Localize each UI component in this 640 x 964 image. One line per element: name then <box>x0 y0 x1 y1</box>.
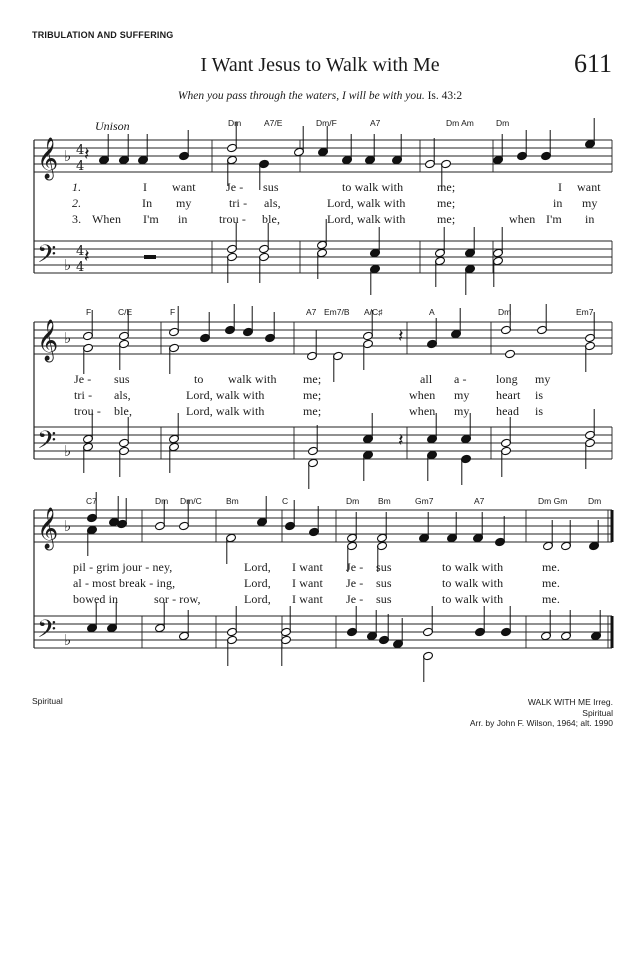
chord-symbol: Dm/F <box>316 118 337 128</box>
time-signature-icon: 4 <box>76 159 85 174</box>
lyric-syllable: trou - <box>219 212 246 226</box>
treble-clef-icon: 𝄞 <box>37 320 59 361</box>
lyric-syllable: sor - row, <box>154 592 201 606</box>
lyric-syllable: in <box>178 212 188 226</box>
arranger-credit: Arr. by John F. Wilson, 1964; alt. 1990 <box>469 718 613 728</box>
lyric-syllable: my <box>535 372 551 386</box>
epigraph-text: When you pass through the waters, I will be with you. <box>177 90 425 102</box>
chord-symbol: Dm/C <box>180 496 202 506</box>
lyric-syllable: al - most break - ing, <box>73 576 176 590</box>
lyric-syllable: I want <box>292 592 323 606</box>
lyric-syllable: to walk with <box>442 560 504 574</box>
lyric-syllable: is <box>535 388 544 402</box>
chord-symbol: A/C♯ <box>364 307 383 317</box>
quarter-rest-icon: 𝄽 <box>84 246 90 267</box>
lyric-syllable: Lord, <box>244 560 271 574</box>
lyric-syllable: in <box>553 196 563 210</box>
chord-symbol: Dm <box>155 496 169 506</box>
verse-number: 3. <box>72 212 82 226</box>
chord-symbol: Dm Gm <box>538 496 568 506</box>
lyric-syllable: ble, <box>114 404 133 418</box>
footer-origin: Spiritual <box>32 696 63 706</box>
chord-symbol: A7 <box>474 496 485 506</box>
lyric-syllable: to <box>194 372 204 386</box>
half-rest-icon <box>144 255 156 259</box>
lyric-syllable: me; <box>437 180 456 194</box>
lyric-syllable: my <box>454 404 470 418</box>
chord-symbol: Dm <box>498 307 512 317</box>
chord-symbol: A <box>429 307 435 317</box>
lyric-syllable: sus <box>376 560 392 574</box>
lyric-syllable: I want <box>292 576 323 590</box>
lyric-syllable: When <box>92 212 122 226</box>
time-signature-icon: 4 <box>76 244 85 259</box>
lyric-syllable: bowed in <box>73 592 119 606</box>
lyric-syllable: Lord, walk with <box>327 212 406 226</box>
hymn-number: 611 <box>573 49 612 78</box>
flat-sign-icon: ♭ <box>64 147 72 165</box>
chord-symbol: Dm <box>588 496 602 506</box>
chord-symbol: Em7 <box>576 307 594 317</box>
lyric-syllable: als, <box>264 196 281 210</box>
chord-symbol: Bm <box>226 496 239 506</box>
lyric-syllable: when <box>409 404 436 418</box>
lyric-syllable: when <box>509 212 536 226</box>
lyric-syllable: is <box>535 404 544 418</box>
performance-direction: Unison <box>95 119 130 133</box>
lyric-syllable: sus <box>263 180 279 194</box>
chord-symbol: C7 <box>86 496 97 506</box>
lyric-syllable: Je - <box>346 576 364 590</box>
lyric-syllable: to walk with <box>442 576 504 590</box>
footer-credits <box>470 697 613 729</box>
lyric-syllable: Lord, walk with <box>186 388 265 402</box>
lyric-syllable: in <box>585 212 595 226</box>
chord-symbol: F <box>86 307 92 317</box>
chord-symbol: Bm <box>378 496 391 506</box>
flat-sign-icon: ♭ <box>64 329 72 347</box>
lyric-syllable: Je - <box>346 560 364 574</box>
quarter-rest-icon: 𝄽 <box>398 326 404 347</box>
lyric-syllable: heart <box>496 388 521 402</box>
treble-clef-icon: 𝄞 <box>37 508 59 549</box>
lyric-syllable: want <box>577 180 601 194</box>
lyric-syllable: sus <box>114 372 130 386</box>
bass-clef-icon: 𝄢 <box>37 615 57 650</box>
verse-number: 1. <box>72 180 82 194</box>
epigraph-reference: Is. 43:2 <box>427 90 463 102</box>
lyric-syllable: Lord, walk with <box>327 196 406 210</box>
lyric-syllable: my <box>454 388 470 402</box>
tune-name: WALK WITH ME <box>527 697 591 707</box>
bass-clef-icon: 𝄢 <box>37 240 57 275</box>
lyric-syllable: my <box>176 196 192 210</box>
lyric-syllable: to walk with <box>442 592 504 606</box>
lyric-syllable: me; <box>303 372 322 386</box>
lyric-syllable: Je - <box>74 372 92 386</box>
quarter-rest-icon: 𝄽 <box>84 144 90 165</box>
lyric-syllable: tri - <box>229 196 248 210</box>
lyric-syllable: Lord, <box>244 576 271 590</box>
lyric-syllable: me. <box>542 592 560 606</box>
lyric-syllable: Je - <box>346 592 364 606</box>
lyric-syllable: I'm <box>143 212 159 226</box>
verse-number: 2. <box>72 196 82 210</box>
lyric-syllable: sus <box>376 576 392 590</box>
lyric-syllable: I'm <box>546 212 562 226</box>
lyric-syllable: all <box>420 372 433 386</box>
tune-meter: Irreg. <box>593 697 613 707</box>
chord-symbol: Dm <box>346 496 360 506</box>
chord-symbol: Gm7 <box>415 496 434 506</box>
lyric-syllable: ble, <box>262 212 281 226</box>
lyric-syllable: Lord, <box>244 592 271 606</box>
lyric-syllable: I <box>558 180 563 194</box>
tune-source: Spiritual <box>582 707 613 718</box>
lyric-syllable: to walk with <box>342 180 404 194</box>
chord-symbol: C/E <box>118 307 133 317</box>
lyric-syllable: head <box>496 404 520 418</box>
bass-clef-icon: 𝄢 <box>37 426 57 461</box>
chord-symbol: Dm Am <box>446 118 474 128</box>
lyric-syllable: me. <box>542 560 560 574</box>
quarter-rest-icon: 𝄽 <box>398 430 404 451</box>
lyric-syllable: trou - <box>74 404 101 418</box>
treble-clef-icon: 𝄞 <box>37 138 59 179</box>
lyric-syllable: Lord, walk with <box>186 404 265 418</box>
lyric-syllable: my <box>582 196 598 210</box>
notehead <box>505 349 516 359</box>
lyric-syllable: pil - grim jour - ney, <box>73 560 173 574</box>
lyric-syllable: when <box>409 388 436 402</box>
chord-symbol: A7/E <box>264 118 283 128</box>
flat-sign-icon: ♭ <box>64 517 72 535</box>
lyric-syllable: me; <box>437 212 456 226</box>
chord-symbol: Dm <box>228 118 242 128</box>
lyric-syllable: me; <box>303 404 322 418</box>
lyric-syllable: me; <box>303 388 322 402</box>
flat-sign-icon: ♭ <box>64 442 72 460</box>
time-signature-icon: 4 <box>76 260 85 275</box>
lyric-syllable: I <box>143 180 148 194</box>
lyric-syllable: In <box>142 196 153 210</box>
flat-sign-icon: ♭ <box>64 631 72 649</box>
lyric-syllable: sus <box>376 592 392 606</box>
lyric-syllable: me. <box>542 576 560 590</box>
lyric-syllable: Je - <box>226 180 244 194</box>
chord-symbol: C <box>282 496 289 506</box>
hymn-title: I Want Jesus to Walk with Me <box>200 54 440 76</box>
tune-line <box>470 697 613 708</box>
time-signature-icon: 4 <box>76 143 85 158</box>
chord-symbol: Dm <box>496 118 510 128</box>
lyric-syllable: als, <box>114 388 131 402</box>
lyric-syllable: I want <box>292 560 323 574</box>
chord-symbol: A7 <box>306 307 317 317</box>
flat-sign-icon: ♭ <box>64 256 72 274</box>
chord-symbol: Em7/B <box>324 307 350 317</box>
section-heading: TRIBULATION AND SUFFERING <box>32 30 174 40</box>
lyric-syllable: walk with <box>228 372 277 386</box>
lyric-syllable: me; <box>437 196 456 210</box>
lyric-syllable: tri - <box>74 388 93 402</box>
chord-symbol: F <box>170 307 176 317</box>
lyric-syllable: want <box>172 180 196 194</box>
chord-symbol: A7 <box>370 118 381 128</box>
lyric-syllable: long <box>496 372 518 386</box>
lyric-syllable: a - <box>454 372 467 386</box>
